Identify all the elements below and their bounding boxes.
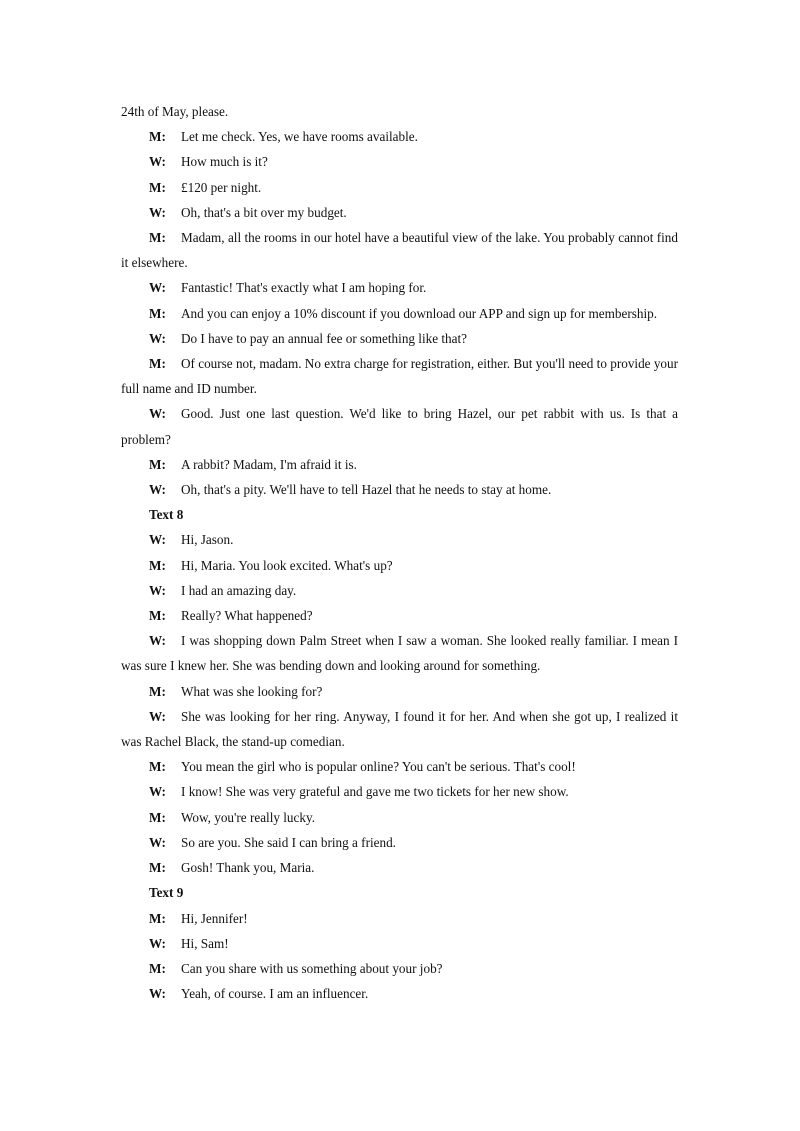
speaker-label: M: <box>149 356 166 372</box>
section-heading: Text 8 <box>149 507 184 523</box>
dialogue-text: So are you. She said I can bring a friend. <box>181 834 396 850</box>
dialogue-line <box>121 326 678 351</box>
dialogue-line <box>121 956 678 981</box>
dialogue-text: Let me check. Yes, we have rooms available. <box>181 129 418 145</box>
speaker-label: W: <box>149 204 166 220</box>
dialogue-line <box>121 855 678 880</box>
speaker-label: M: <box>149 910 166 926</box>
dialogue-text: A rabbit? Madam, I'm afraid it is. <box>181 456 357 472</box>
dialogue-line <box>121 679 678 704</box>
dialogue-line <box>121 704 678 754</box>
speaker-label: M: <box>149 179 166 195</box>
dialogue-line <box>121 578 678 603</box>
speaker-label: M: <box>149 759 166 775</box>
dialogue-text: Yeah, of course. I am an influencer. <box>181 986 369 1002</box>
dialogue-text: Really? What happened? <box>181 608 313 624</box>
dialogue-text: Gosh! Thank you, Maria. <box>181 860 315 876</box>
speaker-label: W: <box>149 784 166 800</box>
dialogue-line <box>121 527 678 552</box>
dialogue-line <box>121 301 678 326</box>
dialogue-text: Hi, Jason. <box>181 532 234 548</box>
dialogue-text: £120 per night. <box>181 179 262 195</box>
speaker-label: W: <box>149 633 166 649</box>
section-heading: Text 9 <box>149 885 184 901</box>
dialogue-text: Good. Just one last question. We'd like to bring Hazel, our pet rabbit with us. Is that a problem? <box>121 406 678 447</box>
speaker-label: W: <box>149 582 166 598</box>
dialogue-line <box>121 754 678 779</box>
dialogue-text: How much is it? <box>181 154 268 170</box>
speaker-label: M: <box>149 960 166 976</box>
speaker-label: W: <box>149 708 166 724</box>
dialogue-text: Hi, Maria. You look excited. What's up? <box>181 557 393 573</box>
dialogue-line <box>121 628 678 678</box>
speaker-label: W: <box>149 834 166 850</box>
dialogue-text: I was shopping down Palm Street when I saw a woman. She looked really familiar. I mean I was sure I knew her. She was bending down and looking around for something. <box>121 633 678 674</box>
speaker-label: M: <box>149 809 166 825</box>
speaker-label: W: <box>149 482 166 498</box>
dialogue-line <box>121 452 678 477</box>
speaker-label: W: <box>149 280 166 296</box>
dialogue-text: Fantastic! That's exactly what I am hoping for. <box>181 280 427 296</box>
dialogue-text: Oh, that's a bit over my budget. <box>181 204 347 220</box>
continued-text: 24th of May, please. <box>121 104 229 119</box>
dialogue-line <box>121 175 678 200</box>
dialogue-line <box>121 225 678 275</box>
dialogue-transcript <box>121 99 678 1006</box>
dialogue-text: Oh, that's a pity. We'll have to tell Hazel that he needs to stay at home. <box>181 482 552 498</box>
speaker-label: M: <box>149 860 166 876</box>
dialogue-line <box>121 931 678 956</box>
dialogue-line <box>121 553 678 578</box>
speaker-label: W: <box>149 986 166 1002</box>
speaker-label: M: <box>149 129 166 145</box>
dialogue-text: Of course not, madam. No extra charge for registration, either. But you'll need to provide your full name and ID number. <box>121 356 678 397</box>
dialogue-line <box>121 351 678 401</box>
speaker-label: W: <box>149 154 166 170</box>
dialogue-line <box>121 603 678 628</box>
dialogue-text: I know! She was very grateful and gave me two tickets for her new show. <box>181 784 569 800</box>
dialogue-line <box>121 805 678 830</box>
speaker-label: W: <box>149 330 166 346</box>
dialogue-text: I had an amazing day. <box>181 582 297 598</box>
speaker-label: W: <box>149 935 166 951</box>
dialogue-line <box>121 275 678 300</box>
dialogue-line <box>121 401 678 451</box>
dialogue-text: Madam, all the rooms in our hotel have a beautiful view of the lake. You probably cannot find it elsewhere. <box>121 230 678 271</box>
speaker-label: W: <box>149 532 166 548</box>
dialogue-line <box>121 981 678 1006</box>
speaker-label: M: <box>149 305 166 321</box>
dialogue-text: Do I have to pay an annual fee or something like that? <box>181 330 467 346</box>
dialogue-line <box>121 779 678 804</box>
dialogue-line <box>121 124 678 149</box>
speaker-label: M: <box>149 557 166 573</box>
speaker-label: W: <box>149 406 166 422</box>
speaker-label: M: <box>149 608 166 624</box>
dialogue-text: You mean the girl who is popular online? You can't be serious. That's cool! <box>181 759 576 775</box>
dialogue-text: Wow, you're really lucky. <box>181 809 315 825</box>
dialogue-line <box>121 830 678 855</box>
dialogue-text: What was she looking for? <box>181 683 323 699</box>
dialogue-line <box>121 906 678 931</box>
speaker-label: M: <box>149 230 166 246</box>
dialogue-text: Hi, Jennifer! <box>181 910 248 926</box>
dialogue-line <box>121 477 678 502</box>
dialogue-line <box>121 200 678 225</box>
speaker-label: M: <box>149 683 166 699</box>
dialogue-text: And you can enjoy a 10% discount if you download our APP and sign up for membership. <box>181 305 658 321</box>
dialogue-text: Hi, Sam! <box>181 935 229 951</box>
speaker-label: M: <box>149 456 166 472</box>
dialogue-line <box>121 149 678 174</box>
dialogue-text: She was looking for her ring. Anyway, I found it for her. And when she got up, I realized it was Rachel Black, the stand-up comedian. <box>121 708 678 750</box>
dialogue-text: Can you share with us something about your job? <box>181 960 443 976</box>
